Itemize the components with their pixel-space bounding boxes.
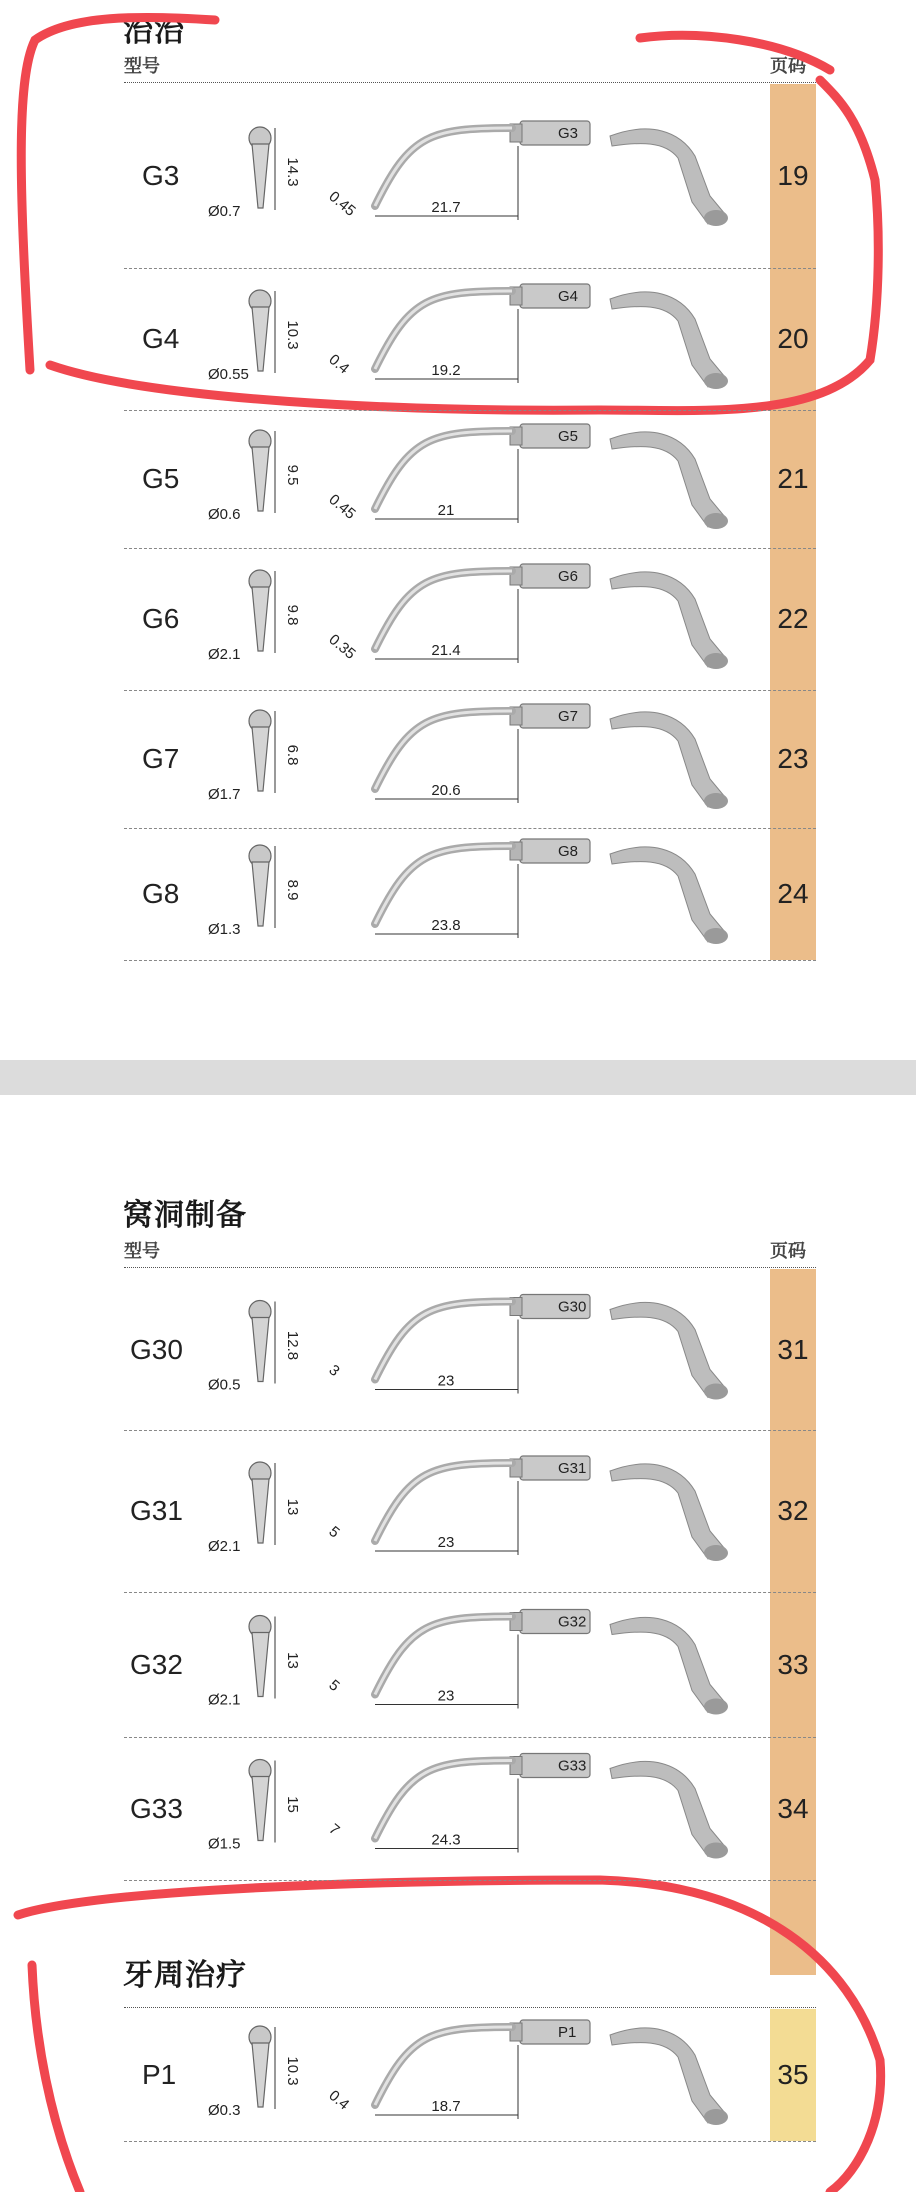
section-title: 窝洞制备: [123, 1198, 247, 1233]
tip-drawing: [200, 690, 760, 828]
tip-dimension: 3: [325, 1361, 343, 1380]
length-dimension: 9.8: [284, 604, 301, 626]
reach-dimension: 23.8: [431, 917, 461, 934]
model-label: G32: [130, 1648, 183, 1680]
length-dimension: 8.9: [284, 879, 301, 901]
model-label: G4: [142, 323, 180, 354]
tip-front-view: [208, 2026, 301, 2119]
tip-tag: G4: [558, 288, 579, 305]
diameter-dimension: Ø2.1: [208, 646, 241, 663]
tip-front-view: [208, 570, 301, 663]
reach-dimension: 23: [437, 1372, 455, 1390]
row-divider: [124, 960, 816, 961]
diameter-dimension: Ø1.3: [208, 921, 241, 938]
tip-drawing: [200, 410, 760, 548]
tip-drawing: [200, 1737, 760, 1880]
tip-drawing: [200, 2009, 760, 2141]
model-label: G31: [130, 1495, 183, 1526]
model-column-header: 型号: [124, 56, 160, 77]
tip-side-view: [325, 564, 590, 663]
length-dimension: 10.3: [284, 2056, 301, 2086]
model-label: G6: [142, 603, 180, 634]
page-number: 19: [777, 160, 809, 191]
tip-tag: G30: [558, 1298, 587, 1316]
tip-photo: [610, 572, 728, 669]
section-title: 治治: [123, 14, 185, 49]
tip-drawing: [200, 828, 760, 960]
tip-dimension: 0.35: [325, 631, 359, 663]
reach-dimension: 20.6: [431, 782, 461, 799]
tip-dimension: 0.45: [325, 188, 359, 220]
diameter-dimension: Ø0.55: [208, 366, 249, 383]
length-dimension: 13: [284, 1652, 301, 1669]
reach-dimension: 23: [437, 1534, 455, 1551]
diameter-dimension: Ø0.6: [208, 506, 241, 523]
tip-photo: [610, 129, 728, 226]
tip-tag: G32: [558, 1613, 587, 1631]
diameter-dimension: Ø1.7: [208, 786, 241, 803]
tip-side-view: [325, 1754, 590, 1853]
page-number: 20: [777, 323, 809, 354]
tip-tag: G31: [558, 1460, 587, 1477]
length-dimension: 10.3: [284, 320, 301, 350]
page-column-header: 页码: [770, 1241, 806, 1262]
length-dimension: 12.8: [284, 1330, 301, 1361]
reach-dimension: 24.3: [431, 1831, 461, 1849]
diameter-dimension: Ø1.5: [208, 1835, 241, 1853]
tip-drawing: [200, 84, 760, 268]
diameter-dimension: Ø0.5: [208, 1376, 241, 1394]
tip-front-view: [208, 430, 301, 523]
page-number: 35: [777, 2059, 809, 2090]
model-label: G5: [142, 463, 180, 494]
tip-drawing: [200, 1430, 760, 1592]
tip-side-view: [325, 121, 590, 220]
tip-drawing: [200, 548, 760, 690]
reach-dimension: 21: [437, 502, 455, 519]
tip-dimension: 0.45: [325, 491, 359, 523]
tip-photo: [610, 1617, 728, 1714]
tip-drawing: [200, 1269, 760, 1430]
page-number: 23: [777, 743, 809, 774]
tip-front-view: [208, 1616, 301, 1709]
page-column-header: 页码: [770, 56, 806, 77]
tip-dimension: 0.4: [325, 351, 353, 378]
tip-front-view: [208, 1301, 301, 1394]
tip-dimension: 5: [325, 1523, 343, 1542]
row-divider: [124, 2141, 816, 2142]
page-number: 32: [777, 1495, 809, 1526]
reach-dimension: 21.7: [431, 199, 461, 216]
tip-photo: [610, 1761, 728, 1858]
tip-photo: [610, 712, 728, 809]
length-dimension: 15: [284, 1796, 301, 1813]
tip-tag: G33: [558, 1757, 587, 1775]
tip-dimension: 5: [325, 1676, 343, 1695]
tip-tag: P1: [558, 2024, 577, 2041]
tip-photo: [610, 2028, 728, 2125]
tip-photo: [610, 1302, 728, 1399]
tip-side-view: [325, 1610, 590, 1709]
row-divider: [124, 1880, 816, 1881]
tip-photo: [610, 1464, 728, 1561]
tip-tag: G6: [558, 568, 579, 585]
reach-dimension: 23: [437, 1687, 455, 1705]
tip-side-view: [325, 1295, 590, 1394]
diameter-dimension: Ø0.7: [208, 203, 241, 220]
model-label: G8: [142, 878, 180, 909]
length-dimension: 9.5: [284, 464, 301, 486]
page-number: 22: [777, 603, 809, 634]
page-number: 31: [777, 1333, 809, 1365]
reach-dimension: 21.4: [431, 642, 461, 659]
tip-tag: G5: [558, 428, 579, 445]
model-label: G33: [130, 1792, 183, 1824]
length-dimension: 13: [284, 1498, 301, 1516]
tip-side-view: [325, 284, 590, 383]
tip-side-view: [375, 704, 590, 803]
tip-side-view: [325, 1456, 590, 1555]
diameter-dimension: Ø2.1: [208, 1691, 241, 1709]
tip-photo: [610, 432, 728, 529]
tip-tag: G8: [558, 843, 579, 860]
page-number: 21: [777, 463, 809, 494]
length-dimension: 14.3: [284, 157, 301, 187]
tip-front-view: [208, 127, 301, 220]
diameter-dimension: Ø2.1: [208, 1538, 241, 1555]
page-number: 34: [777, 1792, 809, 1824]
tip-tag: G7: [558, 708, 579, 725]
diameter-dimension: Ø0.3: [208, 2102, 241, 2119]
model-label: G3: [142, 160, 180, 191]
tip-drawing: [200, 1592, 760, 1737]
tip-side-view: [375, 839, 590, 938]
section-title-periodontal: 牙周治疗: [123, 1958, 247, 1993]
tip-front-view: [208, 710, 301, 803]
tip-tag: G3: [558, 125, 579, 142]
tip-drawing: [200, 268, 760, 410]
tip-dimension: 0.4: [325, 2087, 353, 2114]
tip-dimension: 7: [325, 1820, 343, 1839]
page-number: 24: [777, 878, 809, 909]
model-label: G30: [130, 1333, 183, 1365]
reach-dimension: 19.2: [431, 362, 461, 379]
page-number: 33: [777, 1648, 809, 1680]
model-label: G7: [142, 743, 180, 774]
reach-dimension: 18.7: [431, 2098, 461, 2115]
model-column-header: 型号: [124, 1241, 160, 1262]
tip-front-view: [208, 1760, 301, 1853]
length-dimension: 6.8: [284, 744, 301, 766]
tip-side-view: [325, 2020, 590, 2119]
model-label: P1: [142, 2059, 177, 2090]
tip-photo: [610, 847, 728, 944]
tip-front-view: [208, 845, 301, 938]
tip-photo: [610, 292, 728, 389]
tip-side-view: [325, 424, 590, 523]
tip-front-view: [208, 1462, 301, 1555]
tip-front-view: [208, 290, 301, 383]
